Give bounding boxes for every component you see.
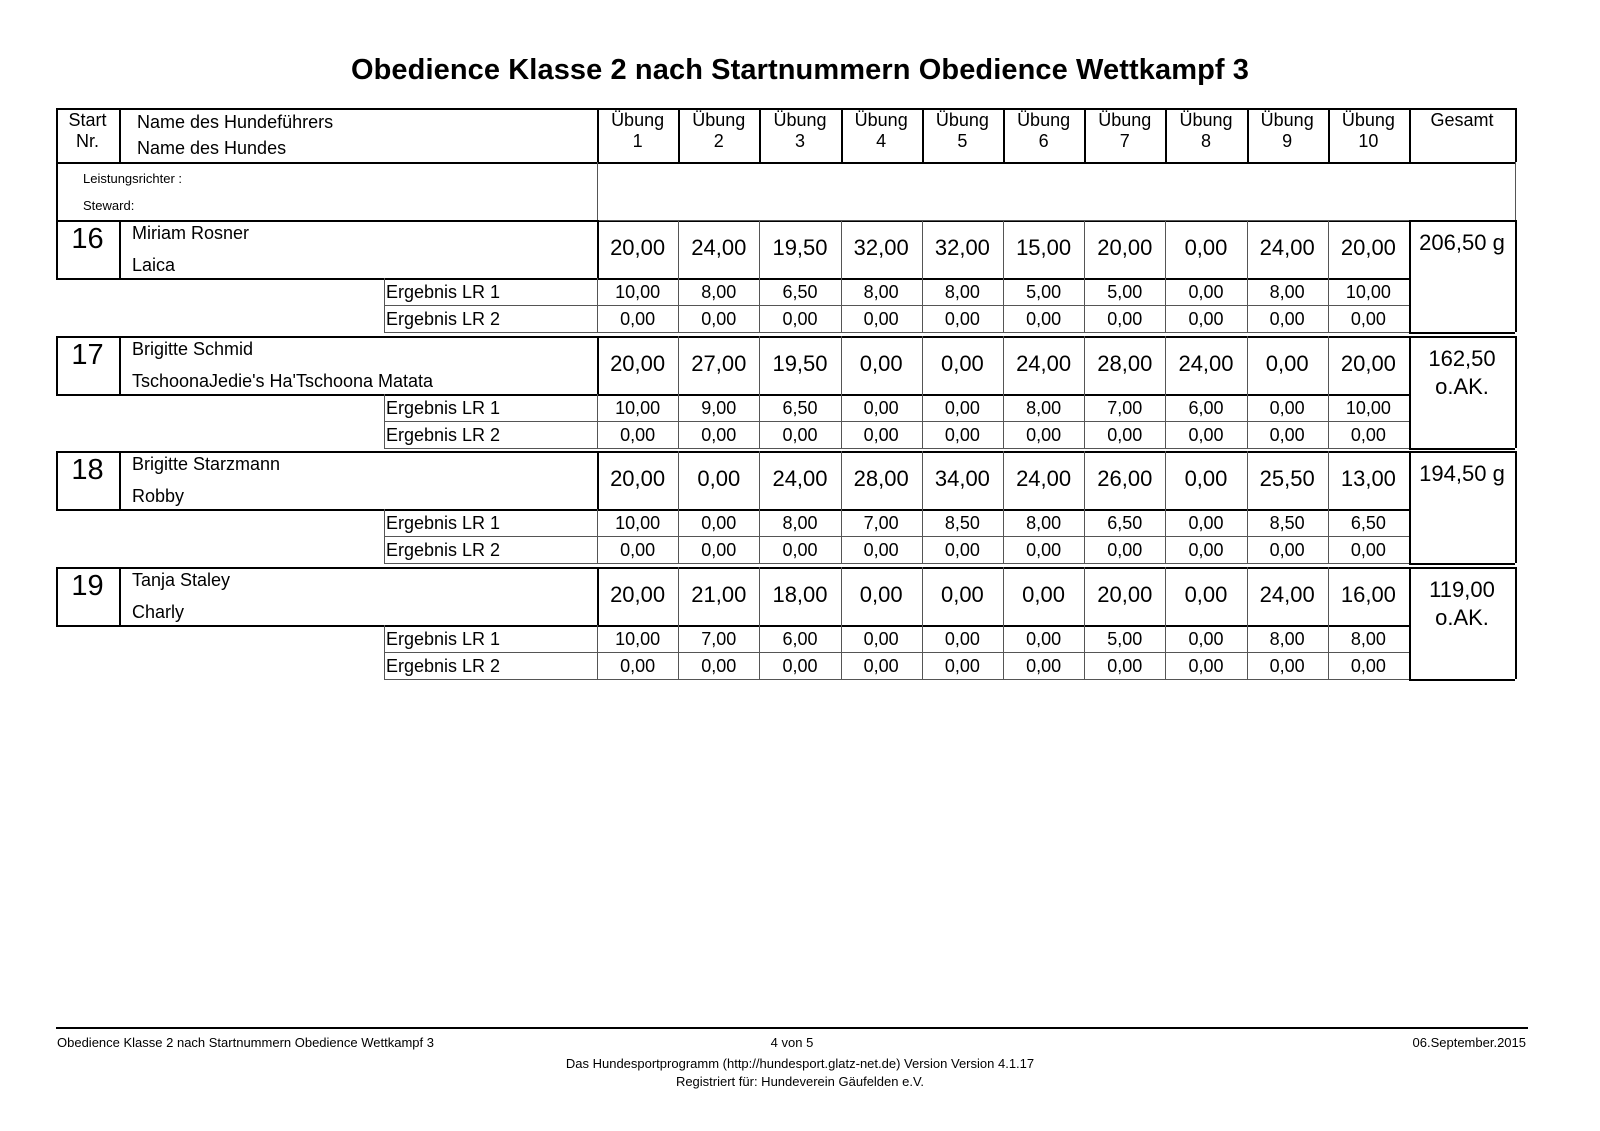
header-exercise-3-number: 3: [794, 131, 805, 151]
lr1-score: 0,00: [701, 513, 737, 533]
lr1-score: 8,00: [701, 282, 737, 302]
exercise-score: 25,50: [1259, 466, 1315, 491]
lr1-score: 7,00: [701, 628, 737, 649]
grid-line-horizontal: [1409, 451, 1515, 453]
exercise-score: 19,50: [772, 235, 828, 260]
lr2-score: 0,00: [1269, 655, 1305, 676]
lr2-score: 0,00: [620, 655, 656, 676]
lr2-score: 0,00: [1107, 309, 1143, 329]
result-lr1-label: Ergebnis LR 1: [386, 397, 501, 418]
exercise-score: 20,00: [1340, 350, 1396, 376]
header-dog-name: Name des Hundes: [137, 138, 287, 158]
result-lr2-label: Ergebnis LR 2: [386, 655, 501, 676]
header-exercise-9-label: Übung: [1260, 110, 1314, 130]
grid-line-horizontal: [384, 536, 1409, 537]
exercise-score: 19,50: [772, 350, 828, 376]
total-score: 194,50 g: [1419, 461, 1505, 486]
lr2-score: 0,00: [1269, 309, 1305, 329]
exercise-score: 24,00: [1259, 235, 1315, 260]
handler-name: Brigitte Schmid: [132, 338, 254, 359]
lr1-score: 6,00: [1188, 397, 1224, 418]
exercise-score: 0,00: [1265, 350, 1309, 376]
grid-line-horizontal: [1409, 567, 1515, 569]
exercise-score: 28,00: [1097, 350, 1153, 376]
lr1-score: 0,00: [1188, 513, 1224, 533]
exercise-score: 24,00: [691, 235, 747, 260]
exercise-score: 27,00: [691, 350, 747, 376]
exercise-score: 24,00: [772, 466, 828, 491]
lr1-score: 0,00: [1188, 628, 1224, 649]
result-lr2-label: Ergebnis LR 2: [386, 424, 501, 445]
grid-line-vertical: [384, 509, 385, 563]
grid-line-horizontal: [384, 332, 1409, 333]
lr2-score: 0,00: [1026, 424, 1062, 445]
grid-line-horizontal: [56, 278, 1409, 280]
lr2-score: 0,00: [1107, 424, 1143, 445]
exercise-score: 32,00: [934, 235, 990, 260]
grid-line-vertical: [1515, 336, 1517, 448]
lr1-score: 6,50: [1107, 513, 1143, 533]
lr2-score: 0,00: [620, 540, 656, 560]
lr2-score: 0,00: [863, 540, 899, 560]
exercise-score: 0,00: [859, 350, 903, 376]
header-exercise-10-number: 10: [1358, 131, 1379, 151]
grid-line-horizontal: [384, 421, 1409, 422]
lr2-score: 0,00: [1026, 655, 1062, 676]
result-lr1-label: Ergebnis LR 1: [386, 513, 501, 533]
lr1-score: 0,00: [863, 628, 899, 649]
lr2-score: 0,00: [1188, 309, 1224, 329]
header-start-line2: Nr.: [75, 131, 99, 151]
lr2-score: 0,00: [620, 424, 656, 445]
header-exercise-5-label: Übung: [935, 110, 989, 130]
lr2-score: 0,00: [1026, 540, 1062, 560]
header-exercise-7-label: Übung: [1098, 110, 1152, 130]
header-exercise-8-number: 8: [1200, 131, 1211, 151]
lr2-score: 0,00: [863, 655, 899, 676]
lr2-score: 0,00: [782, 655, 818, 676]
exercise-score: 24,00: [1016, 350, 1072, 376]
header-start-line1: Start: [68, 110, 107, 130]
lr2-score: 0,00: [782, 540, 818, 560]
lr1-score: 10,00: [1345, 397, 1391, 418]
header-exercise-6-label: Übung: [1017, 110, 1071, 130]
lr1-score: 6,50: [782, 397, 818, 418]
lr1-score: 9,00: [701, 397, 737, 418]
lr1-score: 7,00: [1107, 397, 1143, 418]
grid-line-vertical: [384, 278, 385, 332]
grid-line-horizontal: [384, 563, 1409, 564]
lr2-score: 0,00: [1269, 424, 1305, 445]
grid-line-horizontal: [1409, 220, 1515, 222]
exercise-score: 20,00: [1340, 235, 1396, 260]
grid-line-vertical: [119, 220, 121, 278]
lr1-score: 0,00: [1269, 397, 1305, 418]
lr2-score: 0,00: [944, 540, 980, 560]
exercise-score: 20,00: [610, 350, 666, 376]
exercise-score: 0,00: [940, 350, 984, 376]
exercise-score: 15,00: [1016, 235, 1072, 260]
result-lr2-label: Ergebnis LR 2: [386, 540, 501, 560]
lr2-score: 0,00: [1188, 655, 1224, 676]
lr2-score: 0,00: [620, 309, 656, 329]
lr1-score: 6,50: [782, 282, 818, 302]
handler-name: Miriam Rosner: [132, 223, 250, 243]
grid-line-vertical: [119, 567, 121, 625]
grid-line-vertical: [1515, 567, 1517, 679]
lr1-score: 10,00: [615, 282, 661, 302]
grid-line-horizontal: [384, 652, 1409, 653]
lr2-score: 0,00: [1107, 655, 1143, 676]
grid-line-vertical: [1515, 451, 1517, 563]
lr1-score: 10,00: [615, 513, 661, 533]
footer-document-title: Obedience Klasse 2 nach Startnummern Obedience Wettkampf 3: [57, 1035, 434, 1050]
lr2-score: 0,00: [701, 309, 737, 329]
lr2-score: 0,00: [1107, 540, 1143, 560]
lr2-score: 0,00: [782, 424, 818, 445]
lr1-score: 0,00: [1188, 282, 1224, 302]
grid-line-vertical: [384, 625, 385, 679]
header-exercise-2-number: 2: [713, 131, 724, 151]
grid-line-horizontal: [56, 451, 597, 453]
total-score: 162,50 o.AK.: [1428, 345, 1496, 399]
lr2-score: 0,00: [782, 309, 818, 329]
start-number: 18: [71, 454, 104, 486]
lr1-score: 8,00: [863, 282, 899, 302]
exercise-score: 28,00: [853, 466, 909, 491]
grid-line-vertical: [1515, 162, 1516, 220]
lr1-score: 8,00: [1026, 397, 1062, 418]
header-exercise-6-number: 6: [1038, 131, 1049, 151]
lr2-score: 0,00: [1350, 424, 1386, 445]
exercise-score: 0,00: [940, 581, 984, 607]
footer-registration: Registriert für: Hundeverein Gäufelden e.V.: [675, 1074, 925, 1089]
header-exercise-1-label: Übung: [611, 110, 665, 130]
grid-line-horizontal: [56, 625, 1409, 627]
lr2-score: 0,00: [944, 424, 980, 445]
lr2-score: 0,00: [701, 424, 737, 445]
lr2-score: 0,00: [1350, 655, 1386, 676]
lr1-score: 10,00: [1345, 282, 1391, 302]
lr2-score: 0,00: [944, 655, 980, 676]
grid-line-vertical: [1515, 108, 1517, 162]
lr1-score: 8,00: [1269, 628, 1305, 649]
lr1-score: 5,00: [1026, 282, 1062, 302]
total-score: 206,50 g: [1419, 230, 1505, 255]
grid-line-vertical: [119, 451, 121, 509]
grid-line-horizontal: [1409, 336, 1515, 338]
grid-line-vertical: [119, 108, 121, 162]
exercise-score: 21,00: [691, 581, 747, 607]
header-exercise-4-number: 4: [876, 131, 887, 151]
exercise-score: 24,00: [1259, 581, 1315, 607]
exercise-score: 13,00: [1340, 466, 1396, 491]
lr1-score: 0,00: [863, 397, 899, 418]
result-lr1-label: Ergebnis LR 1: [386, 282, 501, 302]
lr1-score: 10,00: [615, 397, 661, 418]
footer-page-number: [0, 1035, 1600, 1050]
lr1-score: 7,00: [863, 513, 899, 533]
header-exercise-7-number: 7: [1119, 131, 1130, 151]
grid-line-horizontal: [56, 509, 1409, 511]
header-total: Gesamt: [1430, 110, 1494, 130]
grid-line-horizontal: [1409, 448, 1515, 450]
exercise-score: 20,00: [1097, 235, 1153, 260]
dog-name: Robby: [132, 486, 185, 506]
lr2-score: 0,00: [1188, 540, 1224, 560]
exercise-score: 24,00: [1016, 466, 1072, 491]
header-handler-name: Name des Hundeführers: [137, 112, 334, 132]
exercise-score: 20,00: [610, 466, 666, 491]
header-exercise-2-label: Übung: [692, 110, 746, 130]
lr1-score: 6,50: [1350, 513, 1386, 533]
lr2-score: 0,00: [1350, 540, 1386, 560]
lr1-score: 0,00: [944, 628, 980, 649]
steward-label: Steward:: [83, 198, 135, 213]
header-exercise-1-number: 1: [632, 131, 643, 151]
exercise-score: 26,00: [1097, 466, 1153, 491]
lr1-score: 5,00: [1107, 628, 1143, 649]
lr2-score: 0,00: [1026, 309, 1062, 329]
exercise-score: 34,00: [934, 466, 990, 491]
grid-line-vertical: [384, 394, 385, 448]
header-exercise-3-label: Übung: [773, 110, 827, 130]
result-lr2-label: Ergebnis LR 2: [386, 309, 501, 329]
lr2-score: 0,00: [701, 540, 737, 560]
grid-line-horizontal: [384, 305, 1409, 306]
result-lr1-label: Ergebnis LR 1: [386, 628, 501, 649]
lr1-score: 10,00: [615, 628, 661, 649]
grid-line-horizontal: [1409, 563, 1515, 565]
lr1-score: 8,50: [1269, 513, 1305, 533]
lr1-score: 8,00: [1026, 513, 1062, 533]
lr2-score: 0,00: [1188, 424, 1224, 445]
grid-line-vertical: [1515, 220, 1517, 332]
footer-page-number-text: 4 von 5: [770, 1035, 814, 1050]
lr1-score: 5,00: [1107, 282, 1143, 302]
exercise-score: 0,00: [1184, 466, 1228, 491]
exercise-score: 0,00: [697, 466, 741, 491]
total-score: 119,00 o.AK.: [1429, 576, 1495, 630]
footer-date: 06.September.2015: [1412, 1035, 1526, 1050]
exercise-score: 20,00: [610, 235, 666, 260]
header-exercise-4-label: Übung: [854, 110, 908, 130]
footer-divider: [56, 1027, 1528, 1029]
lr2-score: 0,00: [863, 424, 899, 445]
lr1-score: 8,00: [944, 282, 980, 302]
header-exercise-9-number: 9: [1282, 131, 1293, 151]
lr2-score: 0,00: [944, 309, 980, 329]
exercise-score: 32,00: [853, 235, 909, 260]
grid-line-horizontal: [1409, 332, 1515, 334]
lr2-score: 0,00: [1269, 540, 1305, 560]
exercise-score: 20,00: [610, 581, 666, 607]
exercise-score: 0,00: [859, 581, 903, 607]
grid-line-horizontal: [56, 220, 597, 222]
lr1-score: 0,00: [1026, 628, 1062, 649]
dog-name: Laica: [132, 255, 176, 275]
judge-label: Leistungsrichter :: [83, 171, 182, 186]
grid-line-horizontal: [384, 679, 1409, 680]
lr2-score: 0,00: [1350, 309, 1386, 329]
grid-line-horizontal: [56, 162, 1515, 164]
start-number: 17: [71, 338, 104, 371]
exercise-score: 20,00: [1097, 581, 1153, 607]
header-exercise-8-label: Übung: [1179, 110, 1233, 130]
start-number: 19: [71, 569, 104, 602]
page-title: Obedience Klasse 2 nach Startnummern Obedience Wettkampf 3: [350, 54, 1250, 86]
lr2-score: 0,00: [863, 309, 899, 329]
exercise-score: 18,00: [772, 581, 828, 607]
grid-line-horizontal: [56, 336, 597, 338]
grid-line-horizontal: [56, 394, 1409, 396]
lr1-score: 8,00: [1269, 282, 1305, 302]
grid-line-vertical: [597, 162, 598, 220]
dog-name: TschoonaJedie's Ha'Tschoona Matata: [132, 370, 434, 391]
grid-line-horizontal: [384, 448, 1409, 449]
exercise-score: 0,00: [1184, 235, 1228, 260]
handler-name: Tanja Staley: [132, 569, 231, 590]
lr1-score: 8,50: [944, 513, 980, 533]
exercise-score: 0,00: [1022, 581, 1065, 607]
exercise-score: 16,00: [1340, 581, 1396, 607]
grid-line-vertical: [119, 336, 121, 394]
lr1-score: 8,00: [1350, 628, 1386, 649]
footer-program-info: Das Hundesportprogramm (http://hundesport.glatz-net.de) Version Version 4.1.17: [565, 1056, 1035, 1071]
lr2-score: 0,00: [701, 655, 737, 676]
dog-name: Charly: [132, 601, 185, 622]
exercise-score: 24,00: [1178, 350, 1234, 376]
grid-line-horizontal: [56, 567, 597, 569]
grid-line-horizontal: [1409, 679, 1515, 681]
header-exercise-10-label: Übung: [1341, 110, 1395, 130]
lr1-score: 8,00: [782, 513, 818, 533]
lr1-score: 0,00: [944, 397, 980, 418]
lr1-score: 6,00: [782, 628, 818, 649]
start-number: 16: [71, 223, 104, 255]
header-exercise-5-number: 5: [957, 131, 968, 151]
grid-line-vertical: [56, 162, 58, 220]
handler-name: Brigitte Starzmann: [132, 454, 281, 474]
exercise-score: 0,00: [1184, 581, 1228, 607]
